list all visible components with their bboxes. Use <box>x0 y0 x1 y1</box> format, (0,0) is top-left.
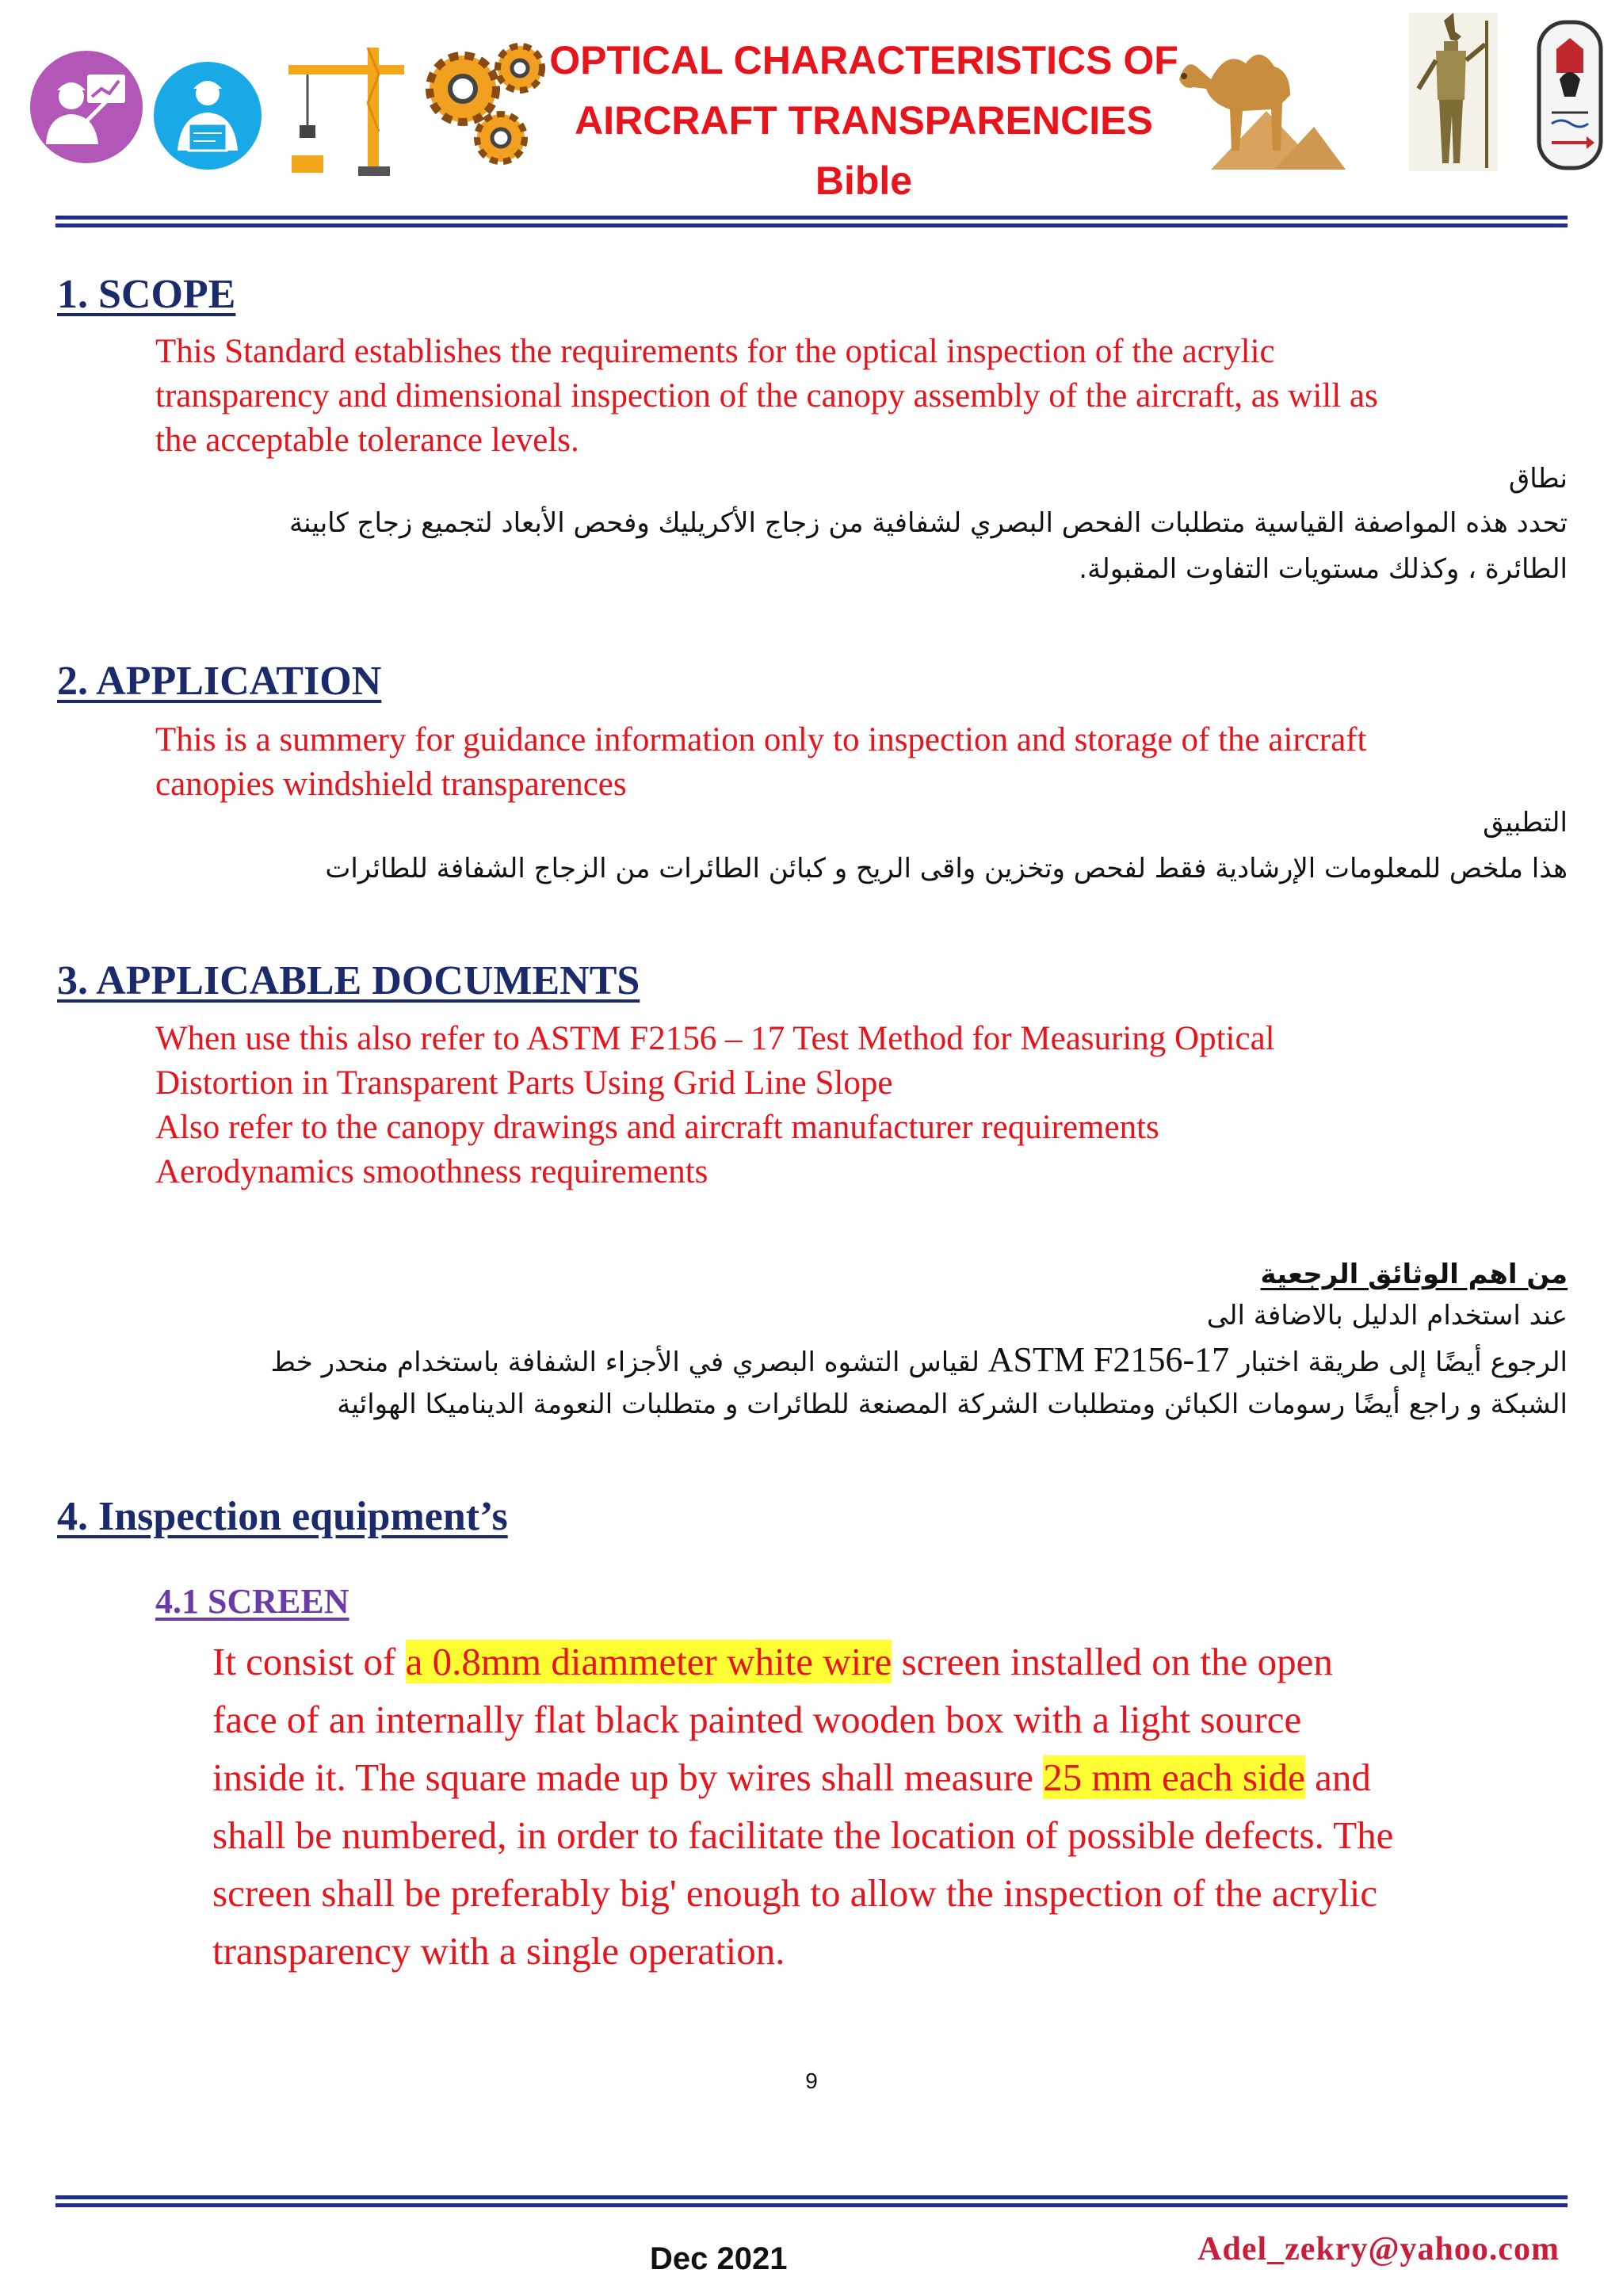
scope-arabic-line-1: تحدد هذه المواصفة القياسية متطلبات الفحص البصري لشفافية من زجاج الأكريليك وفحص الأبعاد لتجميع زجاج كابينة <box>288 507 1568 539</box>
header-rule-top <box>55 216 1568 220</box>
application-line-2: canopies windshield transparences <box>155 766 627 803</box>
screen-line-1 <box>212 1633 1568 1690</box>
documents-arabic-line-2-start: الرجوع أيضًا إلى طريقة اختبار <box>1229 1347 1568 1378</box>
highlight-square-size: 25 mm each side <box>1043 1755 1305 1799</box>
scope-arabic-line-2: الطائرة ، وكذلك مستويات التفاوت المقبولة. <box>1079 553 1568 585</box>
subsection-heading-screen: 4.1 SCREEN <box>155 1582 349 1621</box>
emblem-icon <box>1534 17 1606 173</box>
documents-arabic-line-3: الشبكة و راجع أيضًا رسومات الكبائن ومتطلبات الشركة المصنعة للطائرات و متطلبات النعومة الديناميكا الهوائية <box>337 1389 1568 1420</box>
page-number: 9 <box>805 2069 818 2093</box>
screen-line-3-end: and <box>1304 1755 1371 1799</box>
application-text <box>155 718 1566 807</box>
screen-line-3-start: inside it. The square made up by wires shall measure <box>212 1755 1044 1799</box>
documents-line-4: Aerodynamics smoothness requirements <box>155 1153 708 1190</box>
title-line-3: Bible <box>815 159 913 203</box>
documents-line-1: When use this also refer to ASTM F2156 – 17 Test Method for Measuring Optical <box>155 1020 1275 1057</box>
documents-text <box>155 1017 1566 1194</box>
scope-text <box>155 330 1566 463</box>
engineer-presenting-icon <box>30 51 143 163</box>
title-line-2: AIRCRAFT TRANSPARENCIES <box>575 98 1153 143</box>
title-line-1: OPTICAL CHARACTERISTICS OF <box>549 38 1178 82</box>
anubis-figure-icon <box>1409 13 1498 171</box>
documents-arabic-line-1: عند استخدام الدليل بالاضافة الى <box>1206 1300 1568 1331</box>
header-rule-bottom <box>55 223 1568 227</box>
footer-rule-bottom <box>55 2203 1568 2207</box>
documents-line-3: Also refer to the canopy drawings and aircraft manufacturer requirements <box>155 1109 1159 1146</box>
screen-line-3 <box>212 1748 1568 1806</box>
documents-line-2: Distortion in Transparent Parts Using Grid Line Slope <box>155 1064 893 1102</box>
scope-line-3: the acceptable tolerance levels. <box>155 422 579 459</box>
section-heading-application: 2. APPLICATION <box>57 659 382 704</box>
screen-line-1-start: It consist of <box>212 1640 406 1683</box>
section-heading-documents: 3. APPLICABLE DOCUMENTS <box>57 958 640 1003</box>
documents-arabic-line-2-end: لقياس التشوه البصري في الأجزاء الشفافة باستخدام منحدر خط <box>270 1347 988 1378</box>
screen-line-2: face of an internally flat black painted wooden box with a light source <box>212 1698 1302 1741</box>
document-title <box>507 30 1220 211</box>
documents-arabic-title: من اهم الوثائق الرجعية <box>1260 1259 1568 1290</box>
scope-arabic-title: نطاق <box>1508 463 1568 495</box>
screen-text <box>212 1633 1568 1980</box>
screen-line-6: transparency with a single operation. <box>212 1929 785 1973</box>
engineer-blueprint-icon <box>154 62 262 170</box>
astm-code: ASTM F2156-17 <box>987 1340 1230 1379</box>
section-heading-scope: 1. SCOPE <box>57 272 236 317</box>
application-arabic-title: التطبيق <box>1483 807 1568 839</box>
crane-icon <box>285 48 404 176</box>
section-heading-equipment: 4. Inspection equipment’s <box>57 1494 508 1539</box>
screen-line-1-end: screen installed on the open <box>892 1640 1333 1683</box>
footer-date: Dec 2021 <box>650 2241 788 2276</box>
footer-email[interactable]: Adel_zekry@yahoo.com <box>1197 2231 1560 2267</box>
highlight-wire-diameter: a 0.8mm diammeter white wire <box>405 1640 892 1683</box>
scope-line-1: This Standard establishes the requirements for the optical inspection of the acrylic <box>155 333 1275 370</box>
application-line-1: This is a summery for guidance information only to inspection and storage of the aircraft <box>155 721 1367 758</box>
screen-line-4: shall be numbered, in order to facilitate the location of possible defects. The <box>212 1813 1394 1857</box>
footer-rule-top <box>55 2195 1568 2199</box>
scope-line-2: transparency and dimensional inspection of the canopy assembly of the aircraft, as will as <box>155 377 1378 415</box>
application-arabic-line-1: هذا ملخص للمعلومات الإرشادية فقط لفحص وتخزين واقى الريح و كبائن الطائرات من الزجاج الشفافة للطائرات <box>325 853 1568 884</box>
screen-line-5: screen shall be preferably big' enough to allow the inspection of the acrylic <box>212 1871 1378 1915</box>
documents-arabic-line-2 <box>270 1338 1568 1385</box>
